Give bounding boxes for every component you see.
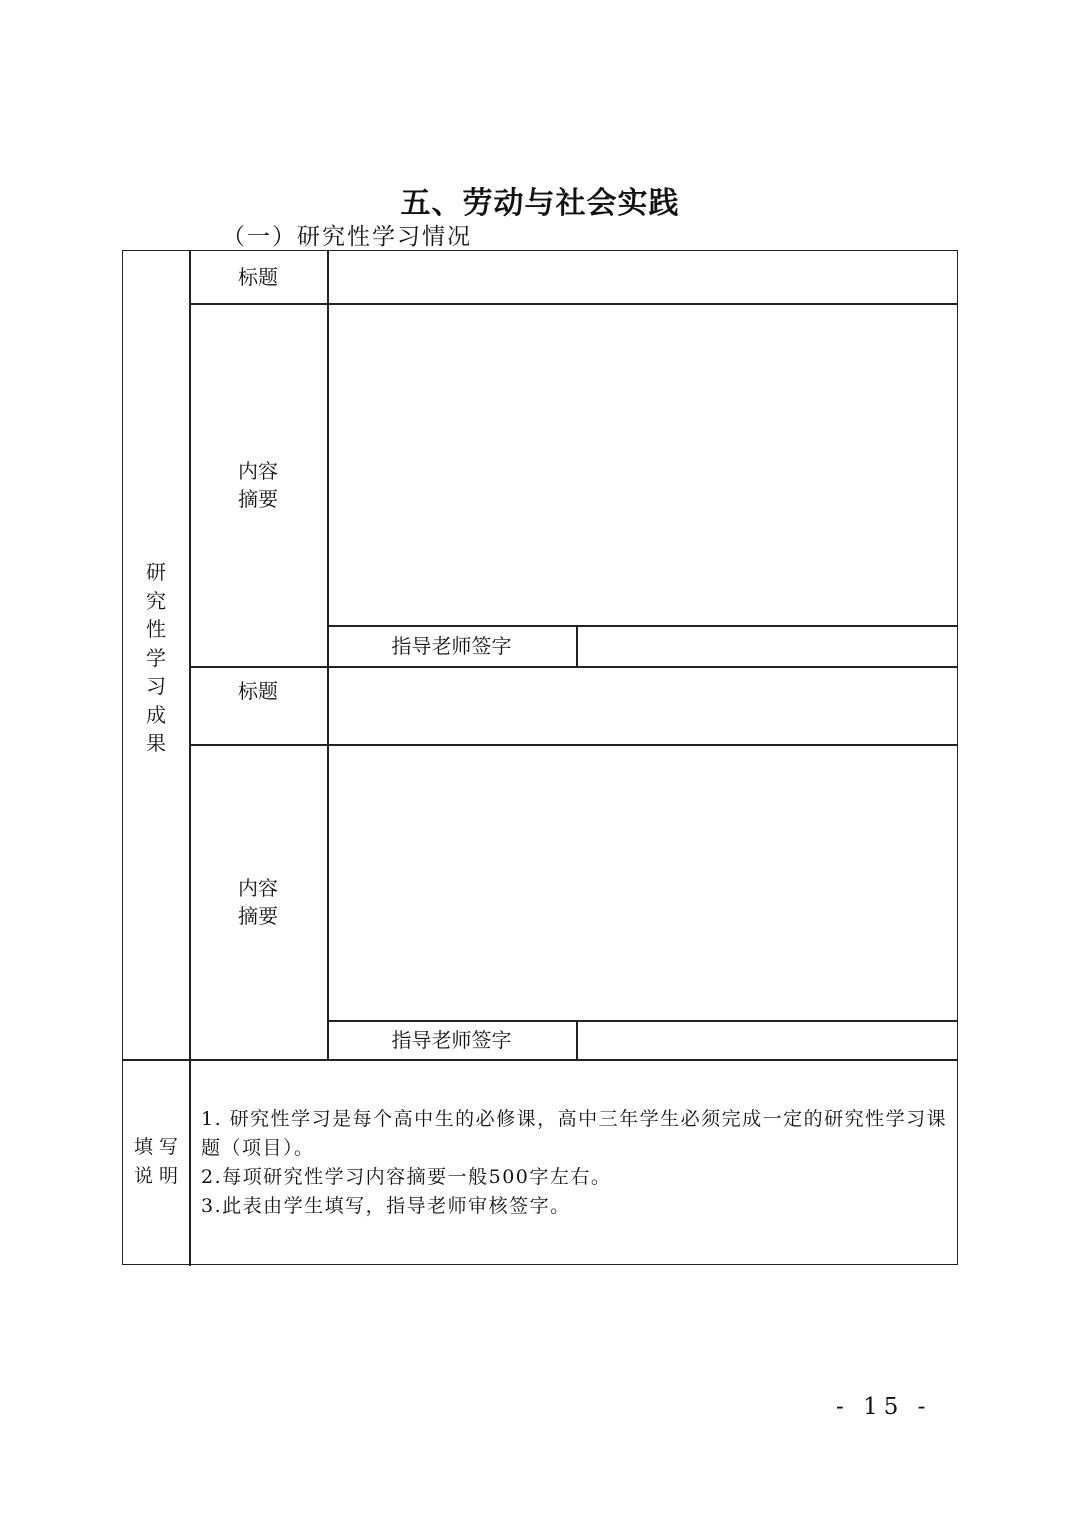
summary-label-line: 内容 [238,459,278,483]
notes-label-line: 说 明 [133,1165,179,1187]
notes-column-divider [189,1060,191,1266]
summary-label-line: 摘要 [238,904,278,928]
page-number: - 15 - [836,1394,932,1420]
instruction-item: 3.此表由学生填写，指导老师审核签字。 [201,1195,571,1217]
title-label: 标题 [238,679,278,703]
summary-label-line: 内容 [238,876,278,900]
title-row-border-1 [189,303,957,305]
entry-divider [189,666,957,668]
group-label-char: 果 [146,731,166,755]
group-label-char: 研 [146,560,166,584]
instruction-item: 2.每项研究性学习内容摘要一般500字左右。 [201,1166,612,1188]
group-label-char: 学 [146,645,166,670]
title-row-border-2 [189,744,957,746]
title-label: 标题 [238,265,278,289]
summary-label [189,457,327,513]
notes-divider [123,1059,957,1061]
page-title: 五、劳动与社会实践 [400,186,680,221]
summary-label [189,874,327,930]
research-study-form [122,250,958,1265]
signature-divider-1 [576,625,578,667]
group-label-char: 成 [146,702,166,727]
summary-row-border-1 [327,625,957,627]
section-title: （一）研究性学习情况 [222,224,472,250]
summary-row-border-2 [327,1020,957,1022]
notes-label [123,1133,189,1191]
group-label-char: 究 [146,588,166,613]
instruction-item: 1. 研究性学习是每个高中生的必修课，高中三年学生必须完成一定的研究性学习课题（项目）。 [201,1108,948,1159]
signature-divider-2 [576,1020,578,1060]
signature-label: 指导老师签字 [391,634,512,658]
notes-label-line: 填 写 [133,1136,179,1158]
instructions [201,1105,951,1221]
group-label [123,558,189,758]
group-label-char: 习 [146,674,166,698]
group-label-char: 性 [146,617,166,641]
signature-label: 指导老师签字 [391,1028,512,1052]
summary-label-line: 摘要 [238,487,278,511]
